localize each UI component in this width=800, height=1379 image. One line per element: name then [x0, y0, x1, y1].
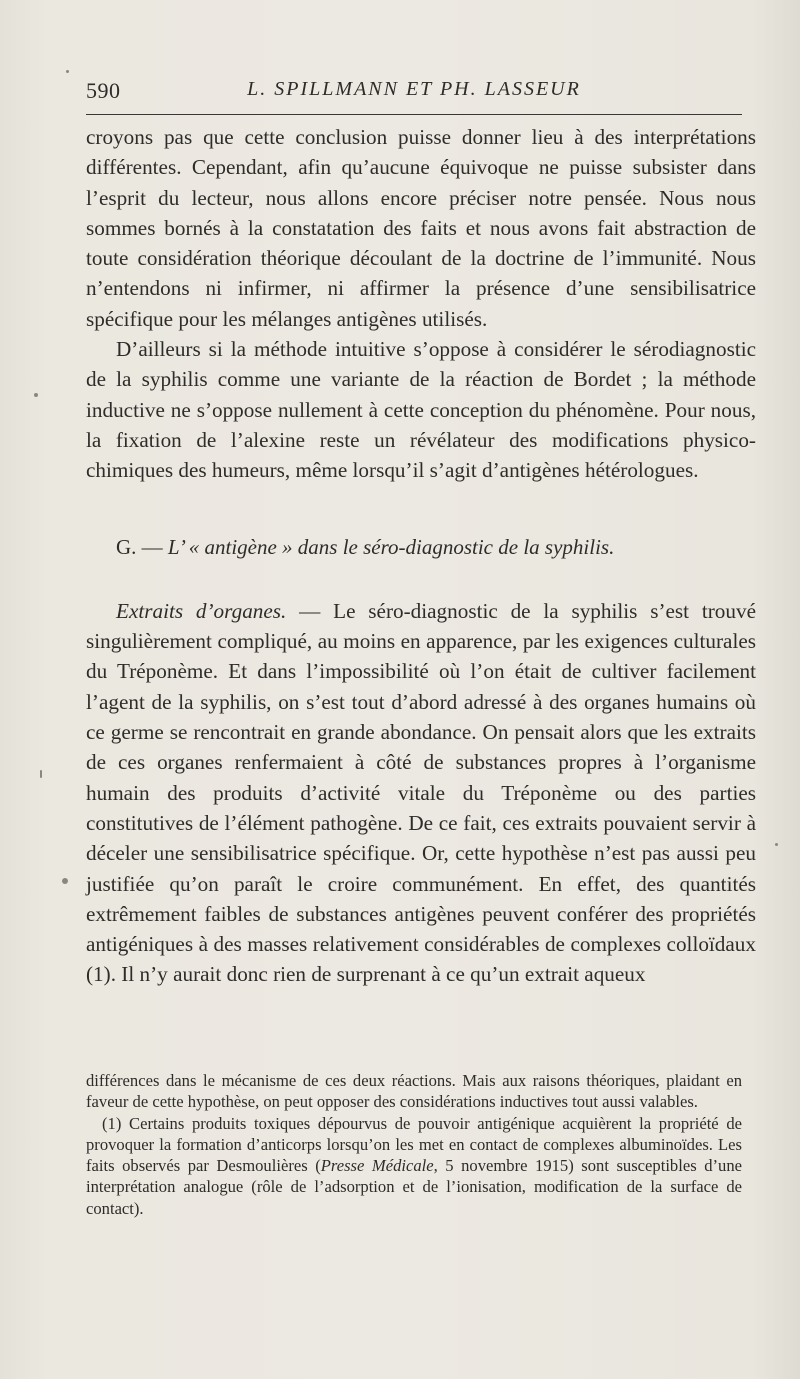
- section-heading-prefix: G. —: [116, 534, 168, 559]
- paragraph-1: croyons pas que cette conclusion puisse donner lieu à des interprétations différentes. Cependant, afin qu’aucune équivoque ne puisse subsister dans l’esprit du lecteur, nous allons encore préciser notre pensée. Nous nous sommes bornés à la constatation des faits et nous avons fait abstraction de toute considération théorique découlant de la doctrine de l’immunité. Nous n’entendons ni infirmer, ni affirmer la présence d’une sensibilisatrice spécifique pour les mélanges antigènes utilisés.: [86, 125, 756, 331]
- paper-speck: [62, 878, 68, 884]
- footnote-1-after: , 5 novembre 1915) sont susceptibles d’une interprétation analogue (rôle de l’adsorption et de l’ionisation, modification de la surface de contact).: [86, 1156, 742, 1218]
- header-rule: [86, 114, 742, 115]
- footnote-1: [86, 1113, 742, 1219]
- footnote-continuation: différences dans le mécanisme de ces deux réactions. Mais aux raisons théoriques, plaidant en faveur de cette hypothèse, on peut opposer des considérations inductives tout aussi valables.: [86, 1071, 742, 1112]
- paper-speck: [66, 70, 69, 73]
- paper-speck: [775, 843, 778, 846]
- paragraph-3: [86, 596, 756, 990]
- main-text: [86, 122, 756, 990]
- footnote-1-before: (1) Certains produits toxiques dépourvus de pouvoir antigénique acquièrent la propriété de provoquer la formation d’anticorps lorsqu’on les met en contact de complexes albuminoïdes. Les faits observés par Desmoulières (: [86, 1113, 742, 1176]
- footnotes: [86, 1070, 742, 1219]
- paragraph-3-lead: Extraits d’organes.: [116, 598, 287, 623]
- running-head: [86, 78, 742, 112]
- paper-speck: [40, 770, 42, 778]
- section-heading: [86, 532, 756, 562]
- page-number: 590: [86, 78, 121, 103]
- paper-speck: [34, 393, 38, 397]
- paragraph-3-text: — Le séro-diagnostic de la syphilis s’est trouvé singulièrement compliqué, au moins en apparence, par les exigences culturales du Tréponème. Et dans l’impossibilité où l’on était de cultiver facilement l’agent de la syphilis, on s’est tout d’abord adressé à des organes humains où ce germe se rencontrait en grande abondance. On pensait alors que les extraits de ces organes renfermaient à côté de substances propres à l’organisme humain des produits d’activité vitale du Tréponème ou des parties constitutives de l’élément pathogène. De ce fait, ces extraits pouvaient servir à déceler une sensibilisatrice spécifique. Or, cette hypothèse n’est pas aussi peu justifiée qu’on paraît le croire communément. En effet, des quantités extrêmement faibles de substances antigènes peuvent conférer des propriétés antigéniques à des masses relativement considérables de complexes colloïdaux (1). Il n’y aurait donc rien de surprenant à ce qu’un extrait aqueux: [86, 598, 756, 987]
- section-heading-title: L’ « antigène » dans le séro-diagnostic de la syphilis.: [167, 534, 615, 559]
- running-title: L. SPILLMANN ET PH. LASSEUR: [247, 78, 581, 100]
- paragraph-2: D’ailleurs si la méthode intuitive s’oppose à considérer le sérodiagnostic de la syphilis comme une variante de la réaction de Bordet ; la méthode inductive ne s’oppose nullement à cette conception du phénomène. Pour nous, la fixation de l’alexine reste un révélateur des modifications physico-chimiques des humeurs, même lorsqu’il s’agit d’antigènes hétérologues.: [86, 337, 756, 483]
- footnote-1-journal: Presse Médicale: [320, 1156, 434, 1176]
